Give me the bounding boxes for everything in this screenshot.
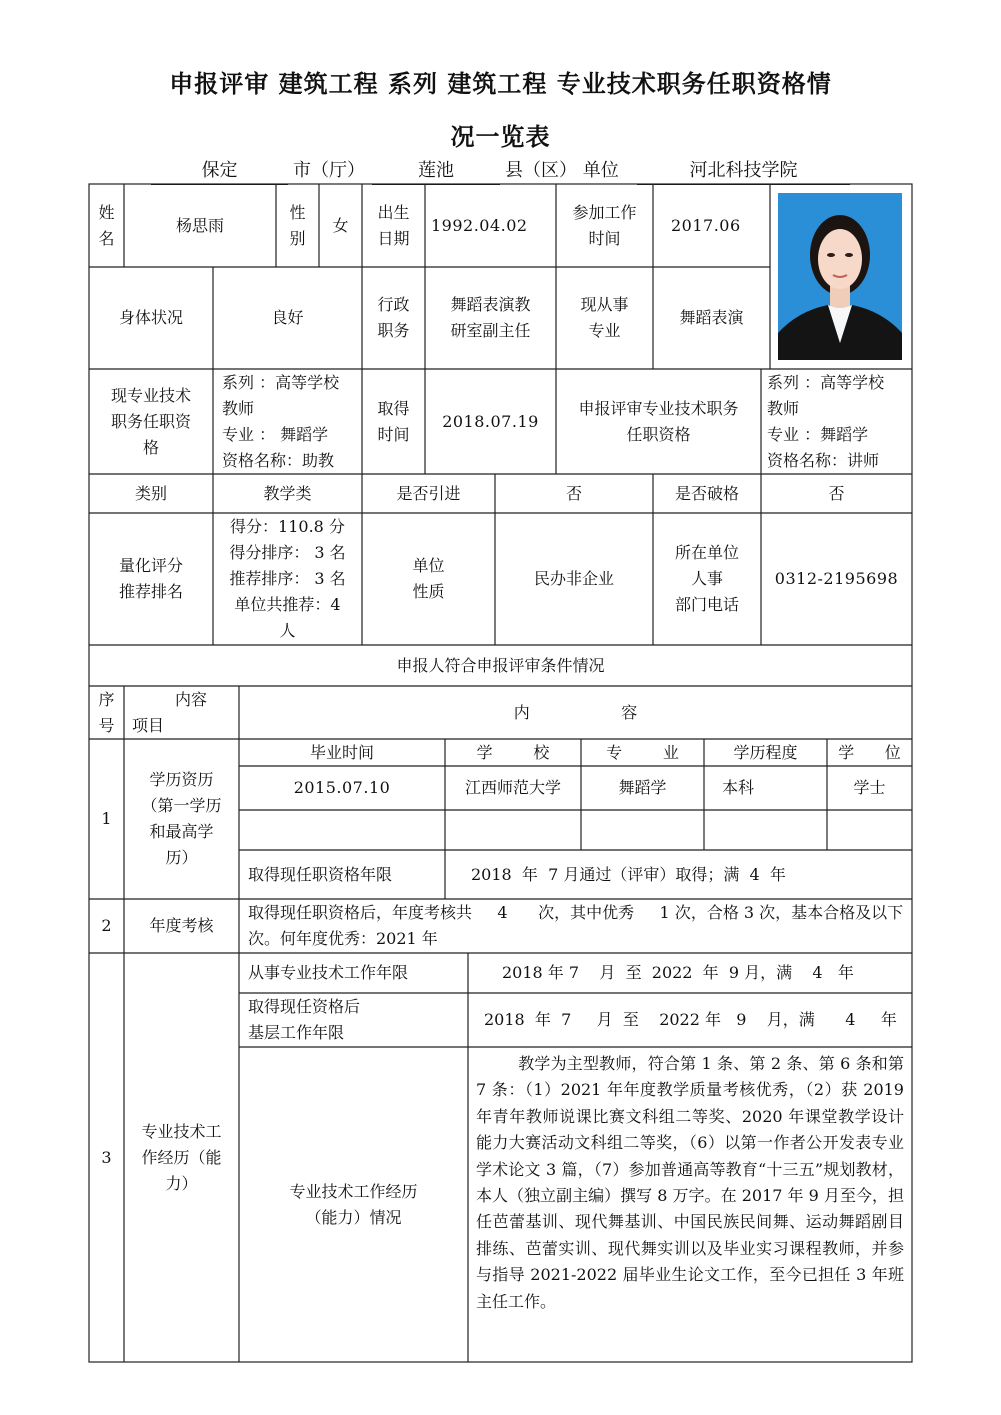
edu-grad-time: 2015.07.10 xyxy=(293,778,391,797)
exceptional-value: 否 xyxy=(828,483,845,503)
experience-label: 专业技术工 作经历（能 力） xyxy=(141,1121,222,1193)
seq-header: 序 号 xyxy=(98,689,115,735)
apply-qualification-label: 申报评审专业技术职务 任职资格 xyxy=(578,398,739,444)
item-header xyxy=(124,686,239,739)
edu-years-label: 取得现任职资格年限 xyxy=(248,864,393,884)
major-label: 现从事 专业 xyxy=(580,295,629,340)
unit-nature-value: 民办非企业 xyxy=(533,569,614,588)
edu-major: 舞蹈学 xyxy=(618,778,667,797)
admin-post-label: 行政 职务 xyxy=(377,295,410,340)
obtain-date-value: 2018.07.19 xyxy=(442,411,539,431)
unit-nature-label: 单位 性质 xyxy=(412,556,445,601)
region-county-suffix: 县（区） 单位 xyxy=(505,160,619,181)
hr-phone-label: 所在单位 人事 部门电话 xyxy=(674,543,739,614)
score-value: 得分：110.8 分 得分排序： 3 名 推荐排序： 3 名 单位共推荐：4 人 xyxy=(229,517,346,640)
region-county: 莲池 xyxy=(372,158,500,185)
experience-seq: 3 xyxy=(101,1147,112,1167)
birth-label: 出生 日期 xyxy=(377,202,410,248)
exp-years-value: 2018 年 7 月 至 2022 年 9 月，满 4 年 xyxy=(502,963,854,982)
form-title-line1: 申报评审 建筑工程 系列 建筑工程 专业技术职务任职资格情 xyxy=(169,70,832,98)
edu-school: 江西师范大学 xyxy=(464,778,561,797)
current-qualification-label: 现专业技术 职务任职资 格 xyxy=(110,385,191,457)
apply-qualification-value: 系列 ：高等学校 教师 专业 ：舞蹈学 资格名称：讲师 xyxy=(767,372,885,470)
region-unit: 河北科技学院 xyxy=(637,158,850,185)
education-seq: 1 xyxy=(101,809,112,828)
edu-header-degree: 学 位 xyxy=(838,742,901,762)
conditions-section-title: 申报人符合申报评审条件情况 xyxy=(396,655,605,675)
current-qualification-value: 系列 ：高等学校 教师 专业 ： 舞蹈学 资格名称：助教 xyxy=(222,372,340,470)
content-header: 内 容 xyxy=(513,702,638,722)
situation-label: 专业技术工作经历 （能力）情况 xyxy=(289,1181,418,1227)
health-label: 身体状况 xyxy=(118,308,183,327)
obtain-date-label: 取得 时间 xyxy=(377,398,410,444)
item-header-top: 内容 xyxy=(174,689,207,709)
health-value: 良好 xyxy=(271,308,304,327)
assessment-seq: 2 xyxy=(101,916,112,935)
score-label: 量化评分 推荐排名 xyxy=(118,556,183,601)
assessment-label: 年度考核 xyxy=(149,916,214,935)
hr-phone-value: 0312-2195698 xyxy=(774,569,899,588)
category-value: 教学类 xyxy=(263,483,312,503)
situation-text: 教学为主型教师，符合第 1 条、第 2 条、第 6 条和第 7 条：（1）2021 年年度教学质量考核优秀，（2）获 2019 年青年教师说课比赛文科组二等奖、2020 年课堂教学设计能力大赛活动文科组二等奖，（6）以第一作者公开发表专业学术论文 3 篇，（7）参加普通高等教育“十三五”规划教材，本人（独立副主编）撰写 8 万字。在 2017 年 9 月至今，担任芭蕾基训、现代舞基训、中国民族民间舞、运动舞蹈剧目排练、芭蕾实训、现代舞实训以及毕业实习课程教师，并参与指导 2021-2022 届毕业生论文工作，至今已担任 3 年班主任工作。 xyxy=(476,1054,910,1311)
grassroots-years-label: 取得现任资格后 基层工作年限 xyxy=(248,997,361,1042)
region-city-suffix: 市（厅） xyxy=(293,160,365,181)
work-start-label: 参加工作 时间 xyxy=(572,202,637,248)
introduced-value: 否 xyxy=(565,483,582,503)
edu-header-level: 学历程度 xyxy=(733,742,798,762)
work-start-value: 2017.06 xyxy=(671,215,741,235)
edu-header-grad-time: 毕业时间 xyxy=(309,742,374,762)
grassroots-years-value: 2018 年 7 月 至 2022 年 9 月，满 4 年 xyxy=(484,1010,897,1029)
name-value: 杨思雨 xyxy=(175,215,224,235)
exp-years-label: 从事专业技术工作年限 xyxy=(248,963,409,982)
major-value: 舞蹈表演 xyxy=(679,308,744,327)
region-city: 保定 xyxy=(151,158,288,185)
category-label: 类别 xyxy=(134,483,167,503)
exceptional-label: 是否破格 xyxy=(674,483,739,503)
gender-label: 性 别 xyxy=(289,202,306,248)
edu-level: 本科 xyxy=(722,778,755,797)
edu-degree: 学士 xyxy=(853,778,886,797)
birth-value: 1992.04.02 xyxy=(431,215,528,235)
admin-post-value: 舞蹈表演教 研室副主任 xyxy=(450,295,531,340)
introduced-label: 是否引进 xyxy=(396,483,461,503)
education-label: 学历资历 （第一学历 和最高学 历） xyxy=(141,770,222,867)
applicant-photo xyxy=(778,193,902,360)
gender-value: 女 xyxy=(332,215,349,235)
assessment-text: 取得现任职资格后，年度考核共 4 次，其中优秀 1 次，合格 3 次，基本合格及以下 次。何年度优秀：2021 年 xyxy=(248,903,924,948)
item-header-bottom: 项目 xyxy=(132,715,165,735)
name-label: 姓 名 xyxy=(98,202,115,248)
edu-header-major: 专 业 xyxy=(606,742,679,762)
form-title-line2: 况一览表 xyxy=(450,123,551,151)
portrait-image xyxy=(778,193,902,360)
edu-header-school: 学 校 xyxy=(476,742,550,762)
edu-years-value: 2018 年 7 月通过（评审）取得；满 4 年 xyxy=(471,864,786,884)
